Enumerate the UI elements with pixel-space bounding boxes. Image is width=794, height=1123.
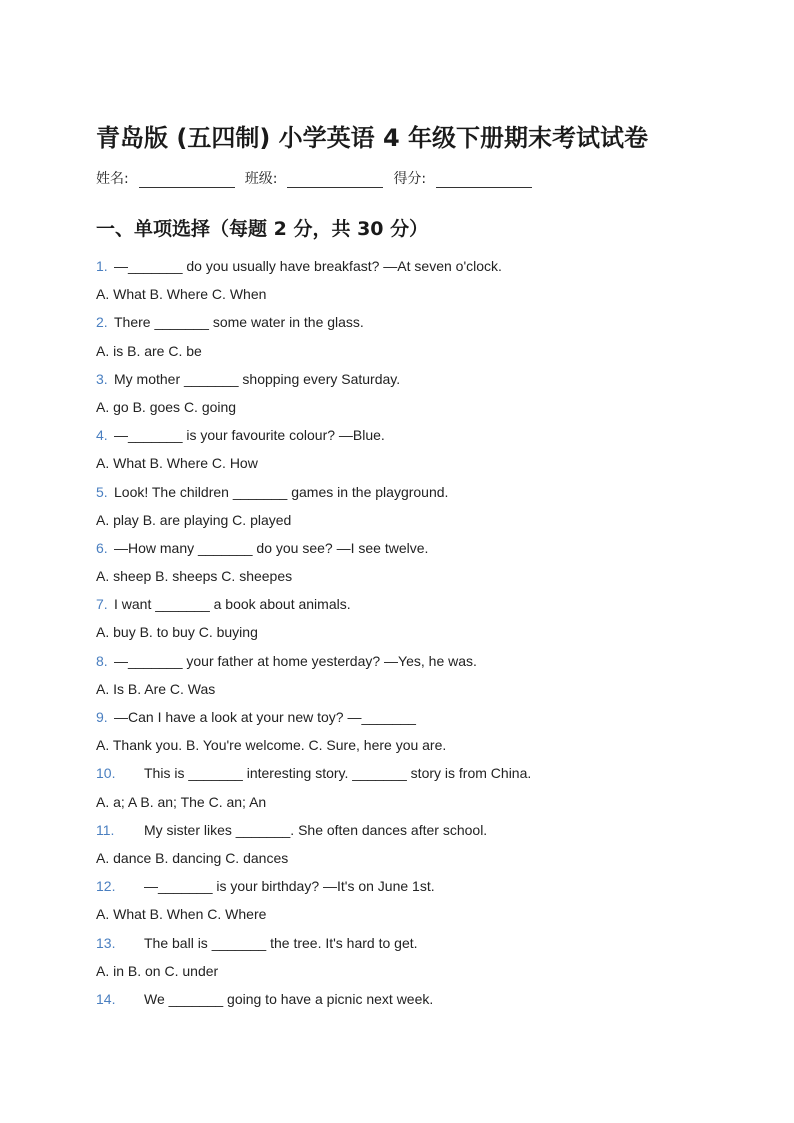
question-text: —Can I have a look at your new toy? —_______ [114, 709, 416, 725]
question-number: 11. [96, 821, 115, 838]
answer-options: A. play B. are playing C. played [96, 511, 292, 528]
question-text: Look! The children _______ games in the playground. [114, 483, 449, 500]
answer-options: A. What B. Where C. When [96, 286, 267, 303]
class-blank [287, 173, 383, 188]
question-text: —_______ do you usually have breakfast? —At seven o'clock. [114, 258, 502, 274]
question-text: I want _______ a book about animals. [114, 596, 351, 613]
name-blank [139, 173, 235, 188]
question-line [96, 480, 716, 508]
answer-options: A. dance B. dancing C. dances [96, 849, 289, 866]
answer-options: A. a; A B. an; The C. an; An [96, 793, 267, 810]
score-label: 得分: [393, 171, 427, 187]
question-line [96, 874, 716, 902]
question-number: 13. [96, 934, 116, 951]
question-text: We _______ going to have a picnic next week. [144, 990, 434, 1007]
question-text: My mother _______ shopping every Saturday. [114, 370, 401, 387]
answer-options: A. in B. on C. under [96, 962, 219, 979]
answer-options: A. What B. Where C. How [96, 455, 258, 472]
question-line [96, 536, 716, 564]
question-number: 10. [96, 765, 116, 782]
question-text: My sister likes _______. She often dances after school. [144, 821, 488, 838]
question-text: —_______ is your favourite colour? —Blue. [114, 427, 385, 444]
question-text: —How many _______ do you see? —I see twelve. [114, 539, 429, 556]
score-blank [436, 173, 532, 188]
question-number: 2. [96, 314, 108, 331]
question-line [96, 254, 716, 282]
answer-options: A. buy B. to buy C. buying [96, 624, 258, 641]
question-text: —_______ your father at home yesterday? —Yes, he was. [114, 652, 477, 669]
question-number: 7. [96, 596, 108, 613]
question-number: 8. [96, 652, 108, 669]
question-number: 6. [96, 539, 108, 556]
question-line [96, 423, 716, 451]
question-number: 12. [96, 878, 116, 895]
question-line [96, 931, 716, 959]
page-title: 青岛版 (五四制) 小学英语 4 年级下册期末考试试卷 [96, 124, 649, 152]
question-line [96, 818, 716, 846]
student-info-row [96, 168, 542, 188]
question-line [96, 310, 716, 338]
answer-options: A. is B. are C. be [96, 342, 202, 359]
question-text: This is _______ interesting story. _______ story is from China. [144, 765, 532, 782]
answer-options: A. go B. goes C. going [96, 398, 237, 415]
question-number: 5. [96, 483, 108, 500]
answer-options: A. Thank you. B. You're welcome. C. Sure, here you are. [96, 737, 447, 754]
section-title: 一、单项选择（每题 2 分，共 30 分） [96, 218, 429, 240]
question-line [96, 649, 716, 677]
class-label: 班级: [244, 171, 278, 187]
question-number: 4. [96, 427, 108, 444]
answer-options: A. Is B. Are C. Was [96, 680, 216, 697]
answer-options: A. sheep B. sheeps C. sheepes [96, 568, 293, 585]
question-number: 14. [96, 990, 116, 1007]
question-line [96, 761, 716, 789]
question-line [96, 367, 716, 395]
question-line [96, 987, 716, 1015]
name-label: 姓名: [96, 171, 129, 187]
question-number: 1. [96, 258, 108, 274]
question-number: 9. [96, 709, 108, 725]
question-line [96, 705, 716, 733]
question-text: —_______ is your birthday? —It's on June 1st. [144, 878, 435, 895]
question-number: 3. [96, 370, 108, 387]
question-list [96, 254, 716, 1015]
question-text: The ball is _______ the tree. It's hard to get. [144, 934, 418, 951]
question-line [96, 592, 716, 620]
answer-options: A. What B. When C. Where [96, 906, 267, 923]
question-text: There _______ some water in the glass. [114, 314, 364, 331]
